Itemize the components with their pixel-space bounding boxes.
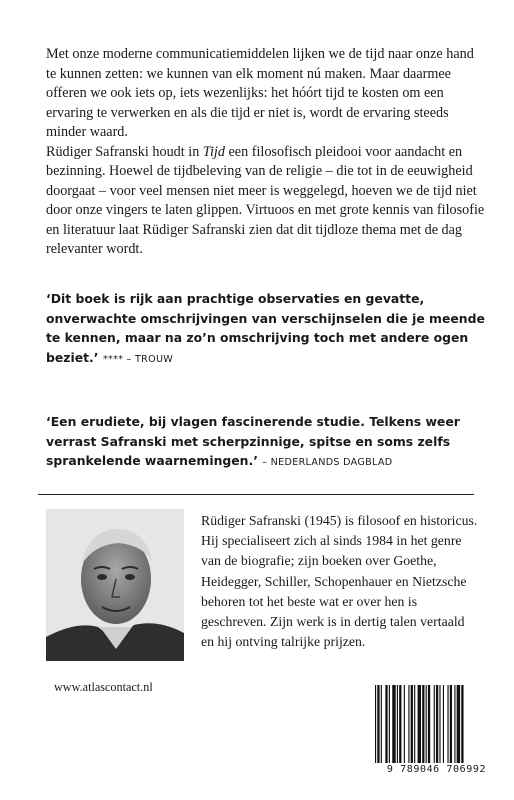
description-text-b: een filosofisch pleidooi voor aandacht en bezinning. Hoewel de tijdbeleving van de religie – die tot in de eeuwigheid doorgaat – voor veel mensen niet meer is weggelegd, hoeven we de tijd niet door onze vingers te laten glippen. Virtuoos en met grote kennis van filosofie en literatuur laat Rüdiger Safranski zien dat dit tijdloze thema met de dag relevanter wordt. [46,143,485,257]
quote-text: ‘Dit boek is rijk aan prachtige observaties en gevatte, onverwachte omschrijvingen van verschijnselen die je meende te kennen, maar na zo’n omschrijving toch met andere ogen beziet.’ [46,291,485,365]
book-title-italic: Tijd [202,143,225,160]
publisher-website[interactable]: www.atlascontact.nl [54,680,153,694]
barcode-bars [375,685,498,763]
author-portrait-image [46,509,184,661]
book-description [46,45,486,260]
author-bio: Rüdiger Safranski (1945) is filosoof en historicus. Hij specialiseert zich al sinds 1984 in het genre van de biografie; zijn boeken over Goethe, Heidegger, Schiller, Schopenhauer en Nietzsche behoren tot het beste wat er over hen is geschreven. Zijn werk is in dertig talen vertaald en hij ontving talrijke prijzen. [201,513,478,650]
isbn-number: 9 789046 706992 [386,764,487,775]
description-text-a: Rüdiger Safranski houdt in [46,143,203,160]
author-photo [46,509,184,661]
section-divider [38,494,474,495]
isbn-barcode [371,683,502,783]
quote-source: **** – TROUW [102,353,174,365]
review-quote-trouw [46,289,486,369]
quote-source: – NEDERLANDS DAGBLAD [262,457,393,468]
quote-text: ‘Een erudiete, bij vlagen fascinerende studie. Telkens weer verrast Safranski met scherpzinnige, spitse en soms zelfs sprankelende waarnemingen.’ [46,414,460,468]
description-paragraph-2 [46,143,486,260]
description-paragraph-1: Met onze moderne communicatiemiddelen lijken we de tijd naar onze hand te kunnen zetten: we kunnen van elk moment nú maken. Maar daarmee offeren we ook iets op, iets wezenlijks: het hóórt tijd te kosten om een ervaring te verwerken en als die tijd er niet is, wordt de ervaring steeds minder waard. [46,46,474,140]
review-quote-nederlands-dagblad [46,412,486,473]
